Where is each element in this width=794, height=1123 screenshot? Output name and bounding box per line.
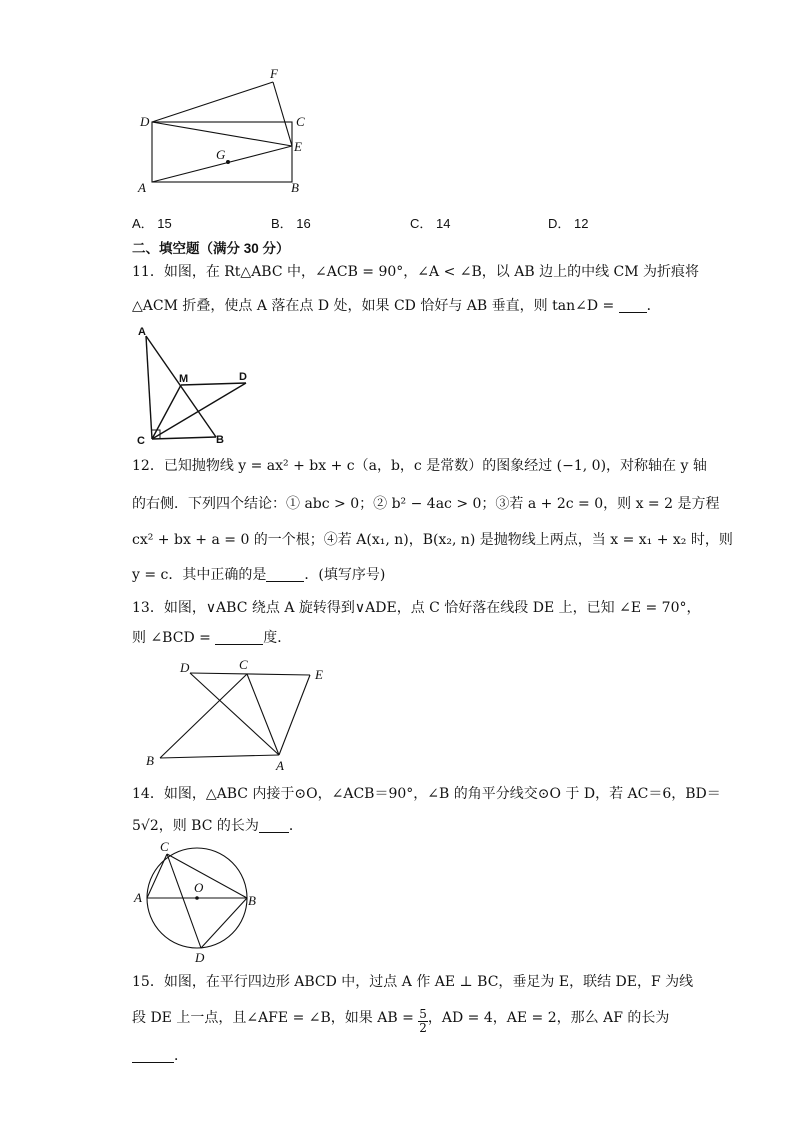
segment-bc — [160, 674, 247, 758]
label-d: D — [140, 114, 150, 129]
q15-line-3 — [132, 1046, 188, 1066]
q12-line-2: 的右侧．下列四个结论：① abc > 0；② b² − 4ac > 0；③若 a + 2c = 0，则 x = 2 是方程 — [132, 496, 720, 512]
segment-ac — [146, 336, 152, 439]
q11-line-1: 11．如图，在 Rt△ABC 中，∠ACB = 90°，∠A < ∠B，以 AB 边上的中线 CM 为折痕将 — [132, 264, 700, 280]
option-b-letter: B． — [271, 216, 293, 231]
label-c: C — [137, 435, 145, 447]
fraction-denominator: 2 — [419, 1021, 427, 1035]
center-point — [195, 896, 199, 900]
option-a[interactable] — [132, 213, 172, 232]
label-d: D — [180, 660, 190, 675]
q10-options — [132, 213, 692, 233]
option-c[interactable] — [410, 213, 450, 232]
label-b: B — [216, 434, 224, 446]
segment-cd — [152, 383, 246, 439]
q12-line-4-text: y = c．其中正确的是 — [132, 567, 267, 583]
q13-line-2-end: 度． — [263, 630, 292, 646]
segment-df — [152, 82, 273, 122]
label-a: A — [276, 758, 284, 773]
q12-answer-blank[interactable] — [266, 567, 304, 582]
q14-line-2-end: ． — [288, 818, 303, 834]
q12-line-4 — [132, 565, 385, 585]
label-e: E — [294, 139, 302, 154]
fraction-numerator: 5 — [419, 1007, 427, 1021]
option-d[interactable] — [548, 213, 588, 232]
option-a-letter: A． — [132, 216, 154, 231]
q14-answer-blank[interactable] — [259, 818, 289, 833]
label-c: C — [296, 114, 305, 129]
q14-line-2-text: 5√2，则 BC 的长为 — [132, 818, 259, 834]
segment-ea — [279, 675, 310, 755]
option-a-value: 15 — [157, 216, 172, 231]
label-c: C — [160, 839, 169, 854]
segment-cb — [152, 437, 216, 439]
q12-line-4-end: ．(填写序号) — [304, 567, 386, 583]
label-b: B — [146, 753, 154, 768]
segment-cb — [167, 854, 247, 898]
segment-de — [190, 673, 310, 675]
segment-cd — [167, 854, 201, 948]
segment-ca — [247, 674, 279, 755]
segment-md — [181, 383, 246, 385]
option-b-value: 16 — [296, 216, 311, 231]
option-d-value: 12 — [574, 216, 589, 231]
point-g — [226, 160, 230, 164]
option-d-letter: D． — [548, 216, 571, 231]
label-a: A — [134, 890, 142, 905]
q14-line-2 — [132, 816, 303, 836]
label-a: A — [138, 180, 146, 195]
label-e: E — [315, 667, 323, 682]
section-title: 二、填空题（满分 30 分） — [132, 241, 290, 256]
q12-line-1: 12．已知抛物线 y = ax² + bx + c（a，b，c 是常数）的图象经过 (−1, 0)，对称轴在 y 轴 — [132, 458, 707, 474]
q11-figure — [132, 322, 262, 452]
label-g: G — [216, 147, 226, 162]
q13-answer-blank[interactable] — [215, 630, 263, 645]
segment-ba — [160, 755, 279, 758]
q10-figure — [130, 62, 320, 202]
label-m: M — [179, 373, 189, 385]
fraction-ab — [418, 1008, 428, 1035]
q15-line-3-end: ． — [174, 1048, 188, 1064]
label-b: B — [291, 180, 299, 195]
q13-line-2 — [132, 628, 291, 648]
q15-line-1: 15．如图，在平行四边形 ABCD 中，过点 A 作 AE ⊥ BC，垂足为 E，联结 DE，F 为线 — [132, 974, 694, 990]
segment-de — [152, 122, 292, 146]
segment-ac — [147, 854, 167, 898]
q15-answer-blank[interactable] — [132, 1048, 174, 1063]
label-b: B — [248, 893, 256, 908]
label-d: D — [195, 950, 205, 965]
label-f: F — [270, 66, 278, 81]
q11-answer-blank[interactable] — [619, 298, 647, 313]
q15-line-2 — [132, 1008, 669, 1035]
q15-line-2-text: 段 DE 上一点，且∠AFE = ∠B，如果 AB = — [132, 1010, 419, 1026]
q11-line-2 — [132, 296, 661, 316]
segment-fe — [273, 82, 292, 146]
segment-da — [190, 673, 279, 755]
q11-line-2-end: ． — [646, 298, 661, 314]
q12-line-3: cx² + bx + a = 0 的一个根；④若 A(x₁, n)，B(x₂, n) 是抛物线上两点，当 x = x₁ + x₂ 时，则 — [132, 532, 733, 548]
label-a: A — [138, 326, 146, 338]
option-c-letter: C． — [410, 216, 433, 231]
q15-line-2-end: ，AD = 4，AE = 2，那么 AF 的长为 — [427, 1010, 670, 1026]
q13-figure — [140, 655, 340, 775]
q14-figure — [130, 838, 265, 968]
q14-line-1: 14．如图，△ABC 内接于⊙O，∠ACB＝90°，∠B 的角平分线交⊙O 于 D，若 AC＝6，BD＝ — [132, 786, 721, 802]
label-d: D — [239, 371, 247, 383]
q13-line-1: 13．如图，∨ABC 绕点 A 旋转得到∨ADE，点 C 恰好落在线段 DE 上，已知 ∠E = 70°， — [132, 600, 701, 616]
q11-line-2-text: △ACM 折叠，使点 A 落在点 D 处，如果 CD 恰好与 AB 垂直，则 tan∠D = — [132, 298, 619, 314]
q13-line-2-text: 则 ∠BCD = — [132, 630, 216, 646]
option-b[interactable] — [271, 213, 311, 232]
option-c-value: 14 — [436, 216, 451, 231]
label-c: C — [239, 657, 248, 672]
label-o: O — [194, 880, 204, 895]
